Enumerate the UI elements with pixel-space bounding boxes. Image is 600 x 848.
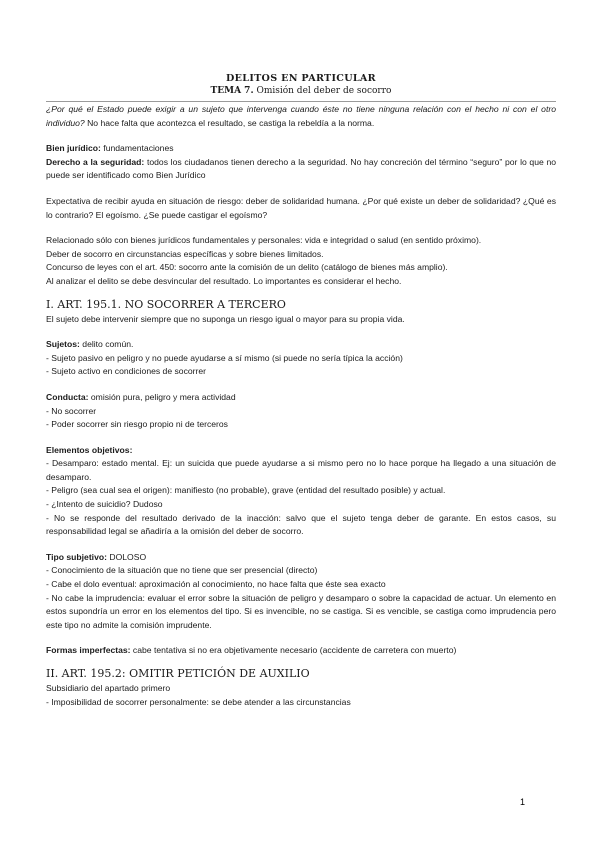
elementos-item-4: - No se responde del resultado derivado de la inacción: salvo que el sujeto tenga deber de garante. En estos casos, su responsabilidad legal se añadiría a la omisión del deber de socorro. xyxy=(46,512,556,537)
formas-label: Formas imperfectas: xyxy=(46,645,131,656)
page-number: 1 xyxy=(520,797,526,807)
section-1-intro: El sujeto debe intervenir siempre que no suponga un riesgo igual o mayor para su propia vida. xyxy=(46,313,405,324)
section-2-line-2: - Imposibilidad de socorrer personalmente: se debe atender a las circunstancias xyxy=(46,696,351,707)
section-2-line-1: Subsidiario del apartado primero xyxy=(46,683,171,693)
elementos-line xyxy=(46,444,556,458)
tipo-line xyxy=(46,551,556,565)
title-divider xyxy=(46,101,556,102)
sujetos-item-2: - Sujeto activo en condiciones de socorrer xyxy=(46,366,207,377)
conducta-item-1: - No socorrer xyxy=(46,405,97,416)
elementos-item-1: - Desamparo: estado mental. Ej: un suicida que puede ayudarse a si mismo pero no lo hace porque ha llegado a una situación de desamparo. xyxy=(46,458,556,482)
derecho-seguridad-text: todos los ciudadanos tienen derecho a la seguridad. No hay concreción del término “seguro” por lo que no puede ser identificado como Bien Jurídico xyxy=(46,156,556,181)
expectativa-paragraph: Expectativa de recibir ayuda en situación de riesgo: deber de solidaridad humana. ¿Por qué existe un deber de solidaridad? ¿Qué es lo contrario? El egoísmo. ¿Se puede castigar el egoísmo? xyxy=(46,195,556,220)
sujetos-item-1: - Sujeto pasivo en peligro y no puede ayudarse a sí mismo (si puede no sería típica la acción) xyxy=(46,352,403,363)
section-2-heading: II. ART. 195.2: OMITIR PETICIÓN DE AUXILIO xyxy=(46,667,310,680)
tipo-item-2: - Cabe el dolo eventual: aproximación al conocimiento, no hace falta que éste sea exacto xyxy=(46,579,386,590)
document-title: DELITOS EN PARTICULAR xyxy=(226,73,376,84)
elementos-label: Elementos objetivos: xyxy=(46,444,133,455)
bien-juridico-text: fundamentaciones xyxy=(100,143,174,154)
formas-text: cabe tentativa si no era objetivamente necesario (accidente de carretera con muerto) xyxy=(130,645,457,656)
conducta-line xyxy=(46,391,556,405)
sujetos-text: delito común. xyxy=(79,339,134,350)
subtitle-topic-number: TEMA 7. xyxy=(210,86,254,96)
intro-question: ¿Por qué el Estado puede exigir a un sujeto que intervenga cuando éste no tiene ninguna relación con el hecho ni con el otro individuo? xyxy=(46,104,556,128)
relacionado-line-1: Relacionado sólo con bienes jurídicos fundamentales y personales: vida e integridad o salud (en sentido próximo). xyxy=(46,235,482,246)
conducta-label: Conducta: xyxy=(46,391,89,402)
formas-line xyxy=(46,644,556,658)
tipo-text: DOLOSO xyxy=(106,551,147,562)
tipo-item-3: - No cabe la imprudencia: evaluar el error sobre la situación de peligro y desamparo o sobre la capacidad de actuar. Un elemento en estos supondría un error en los elementos del tipo. Si es invencible, no se castiga. Si es vencible, se castiga como imprudencia pero este tipo no admite la comisión imprudente. xyxy=(46,592,556,630)
tipo-item-1: - Conocimiento de la situación que no tiene que ser presencial (directo) xyxy=(46,565,318,576)
elementos-item-3: - ¿Intento de suicidio? Dudoso xyxy=(46,499,163,510)
relacionado-line-4: Al analizar el delito se debe desvincular del resultado. Lo importantes es considerar el hecho. xyxy=(46,275,402,286)
relacionado-line-2: Deber de socorro en circunstancias específicas y sobre bienes limitados. xyxy=(46,248,324,259)
section-1-heading: I. ART. 195.1. NO SOCORRER A TERCERO xyxy=(46,297,286,311)
conducta-text: omisión pura, peligro y mera actividad xyxy=(88,391,236,402)
elementos-item-2: - Peligro (sea cual sea el origen): manifiesto (no probable), grave (entidad del resultado posible) y actual. xyxy=(46,485,446,496)
bien-juridico-line xyxy=(46,142,556,156)
conducta-item-2: - Poder socorrer sin riesgo propio ni de terceros xyxy=(46,419,228,430)
intro-paragraph xyxy=(46,103,556,130)
bien-juridico-label: Bien jurídico: xyxy=(46,143,101,154)
sujetos-line xyxy=(46,338,556,352)
intro-rest: No hace falta que acontezca el resultado, se castiga la rebeldía a la norma. xyxy=(84,117,375,128)
derecho-seguridad-label: Derecho a la seguridad: xyxy=(46,156,145,167)
relacionado-line-3: Concurso de leyes con el art. 450: socorro ante la comisión de un delito (catálogo de bienes más amplio). xyxy=(46,262,448,273)
derecho-seguridad-paragraph xyxy=(46,156,556,183)
document-subtitle xyxy=(46,85,556,98)
sujetos-label: Sujetos: xyxy=(46,339,80,350)
tipo-label: Tipo subjetivo: xyxy=(46,551,107,562)
subtitle-topic-name: Omisión del deber de socorro xyxy=(253,86,392,96)
